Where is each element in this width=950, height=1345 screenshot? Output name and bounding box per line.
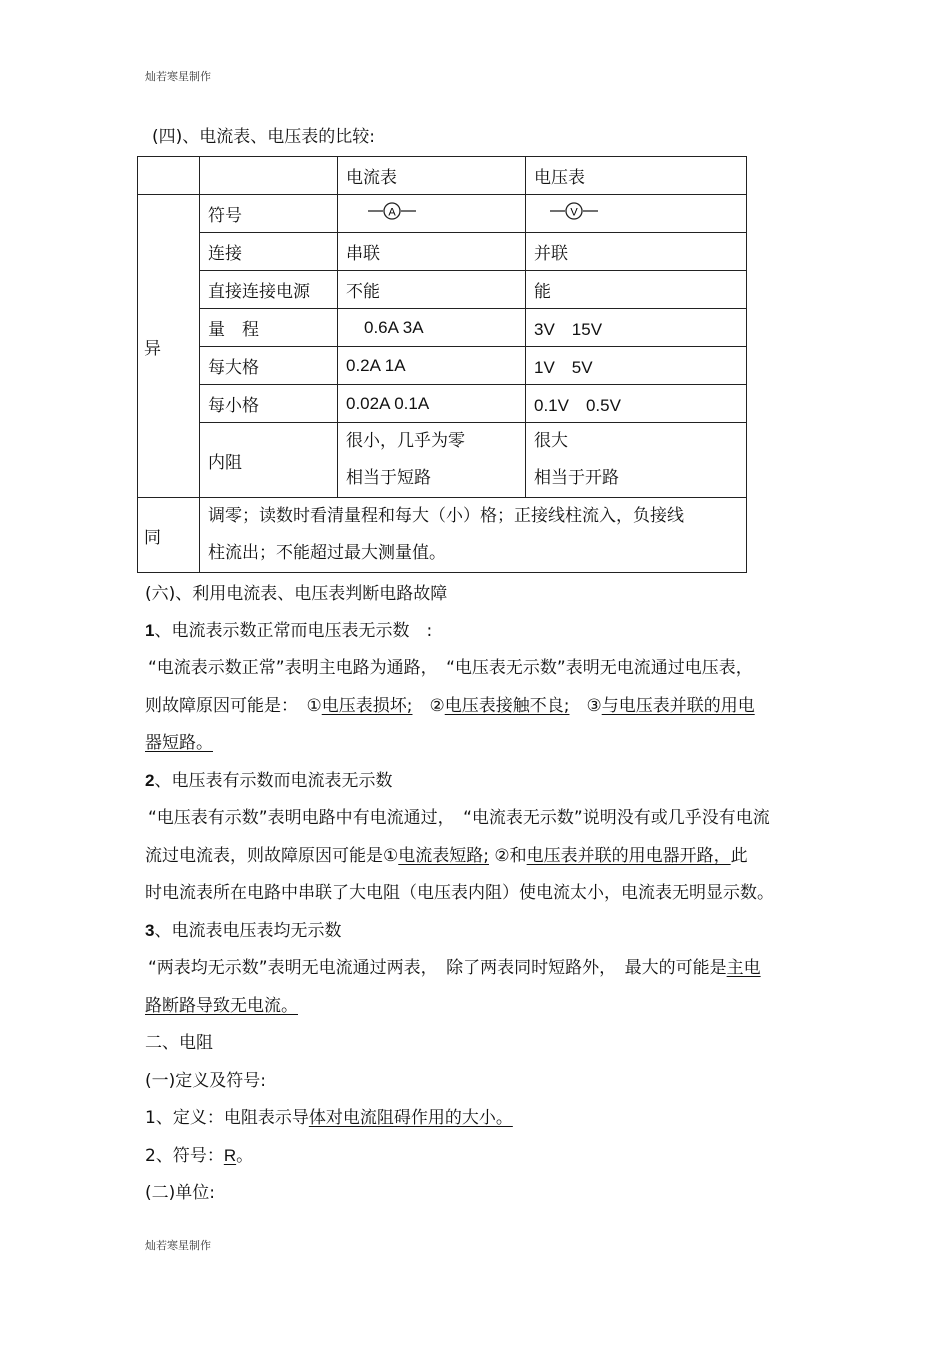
voltmeter-symbol-letter: V: [570, 206, 578, 219]
case3-number: 3: [145, 921, 155, 940]
cell-voltmeter: 1V 5V: [526, 347, 747, 385]
cell-voltmeter-line2: 相当于开路: [534, 468, 619, 488]
page-footer: 灿若寒星制作: [145, 1239, 211, 1252]
table-row: [138, 271, 747, 309]
same-line1: 调零；读数时看清量程和每大（小）格；正接线柱流入，负接线: [208, 506, 684, 526]
case2-line3: 时电流表所在电路中串联了大电阻（电压表内阻）使电流太小，电流表无明显示数。: [145, 883, 774, 903]
cell-ammeter: 0.2A 1A: [338, 347, 526, 385]
cell-voltmeter: 能: [526, 271, 747, 309]
row-label: 每小格: [200, 385, 338, 423]
row-label: 每大格: [200, 347, 338, 385]
symbol-line: 2、符号：R。: [145, 1146, 254, 1166]
case2-line1: “电压表有示数”表明电路中有电流通过， “电流表无示数”说明没有或几乎没有电流: [148, 808, 770, 828]
same-line2: 柱流出；不能超过最大测量值。: [208, 543, 446, 563]
table-row: [138, 423, 747, 498]
case2-number: 2: [145, 771, 155, 790]
cell-ammeter-line2: 相当于短路: [346, 468, 431, 488]
cell-voltmeter: 并联: [526, 233, 747, 271]
table-row: [138, 385, 747, 423]
group-same-label: 同: [138, 498, 200, 573]
page-header: 灿若寒星制作: [145, 70, 211, 83]
ammeter-symbol-letter: A: [388, 206, 396, 219]
voltmeter-symbol-icon: [550, 200, 598, 227]
section-title-fault: (六)、利用电流表、电压表判断电路故障: [145, 584, 448, 604]
subsection-definition: (一)定义及符号:: [145, 1071, 266, 1091]
ammeter-symbol-icon: [368, 200, 416, 227]
case1-title-text: 、电流表示数正常而电压表无示数 :: [154, 621, 433, 641]
col-ammeter: 电流表: [338, 157, 526, 195]
table-row: [138, 195, 747, 233]
case2-line2: 流过电流表，则故障原因可能是①电流表短路; ②和电压表并联的用电器开路，此: [145, 846, 748, 866]
col-voltmeter: 电压表: [526, 157, 747, 195]
cell-voltmeter: 3V 15V: [526, 309, 747, 347]
case3-line2: 路断路导致无电流。: [145, 996, 298, 1016]
row-label: 符号: [200, 195, 338, 233]
case3-title: [145, 920, 341, 942]
case1-title: [145, 620, 432, 642]
cell-ammeter: 串联: [338, 233, 526, 271]
cell-ammeter: 不能: [338, 271, 526, 309]
case3-title-text: 、电流表电压表均无示数: [154, 921, 342, 941]
case1-line1: “电流表示数正常”表明主电路为通路， “电压表无示数”表明无电流通过电压表，: [148, 658, 753, 678]
subsection-unit: (二)单位:: [145, 1183, 215, 1203]
section-title-resistance: 二、电阻: [145, 1033, 213, 1053]
definition-line: 1、定义：电阻表示导体对电流阻碍作用的大小。: [145, 1108, 513, 1128]
cell-ammeter: 0.02A 0.1A: [338, 385, 526, 423]
case1-line3: 器短路。: [145, 733, 213, 753]
table-row-same: [138, 498, 747, 573]
group-diff-label: 异: [138, 195, 200, 498]
cell-voltmeter: 0.1V 0.5V: [526, 385, 747, 423]
section-title-comparison: (四)、电流表、电压表的比较:: [152, 127, 375, 147]
table-row: [138, 309, 747, 347]
comparison-table: [137, 156, 747, 573]
case2-title-text: 、电压表有示数而电流表无示数: [154, 771, 393, 791]
case2-title: [145, 770, 392, 792]
case3-line1: “两表均无示数”表明无电流通过两表， 除了两表同时短路外， 最大的可能是主电: [148, 958, 761, 978]
row-label: 内阻: [200, 423, 338, 498]
row-label: 量 程: [200, 309, 338, 347]
cell-ammeter: 0.6A 3A: [338, 309, 526, 347]
cell-voltmeter-line1: 很大: [534, 431, 568, 451]
table-row: [138, 233, 747, 271]
row-label: 直接连接电源: [200, 271, 338, 309]
case1-number: 1: [145, 621, 155, 640]
cell-ammeter-line1: 很小，几乎为零: [346, 431, 465, 451]
table-row: [138, 347, 747, 385]
table-header-row: [138, 157, 747, 195]
row-label: 连接: [200, 233, 338, 271]
case1-line2: 则故障原因可能是： ①电压表损坏; ②电压表接触不良; ③与电压表并联的用电: [145, 696, 755, 716]
